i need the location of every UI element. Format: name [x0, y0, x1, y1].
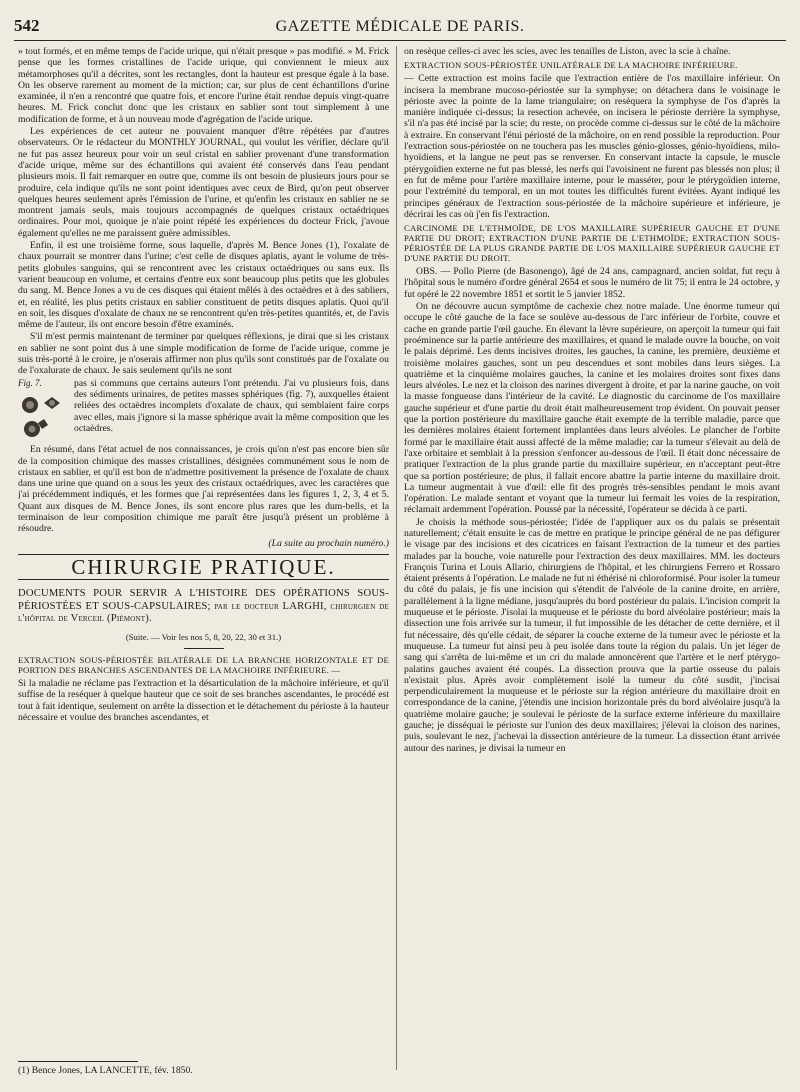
paragraph: » tout formés, et en même temps de l'acide urique, qui n'était presque » pas modifié. » M. Frick pense que les formes cristallines de l'acide urique, qui conviennent le mieux aux métamorphoses qu'il a décrites, sont les rectangles, dont la hauteur est presque égale à la base. On les observe rarement au moment de la miction; car, sur plus de cent échantillons d'urine examinée, il n'en a rencontré que quatre fois, et encore l'urine était rendue depuis vingt-quatre heures. M. Frick conclut donc que les cristaux en sablier sont tout simplement à une modification de forme, et à un nouveau mode d'agrégation de l'acide urique.	[18, 46, 389, 125]
column-divider	[396, 46, 397, 1070]
footnote-text: (1) Bence Jones, LA LANCETTE, fév. 1850.	[18, 1065, 193, 1076]
figure-7	[18, 378, 70, 445]
extraction-heading: EXTRACTION SOUS-PÉRIOSTÉE BILATÉRALE DE LA BRANCHE HORIZONTALE ET DE PORTION DES BRANCHES ASCENDANTES DE LA MACHOIRE INFÉRIEURE. —	[18, 654, 389, 675]
right-column	[404, 46, 780, 1070]
unilateral-heading: EXTRACTION SOUS-PÉRIOSTÉE UNILATÉRALE DE LA MACHOIRE INFÉRIEURE.	[404, 60, 738, 71]
paragraph: En résumé, dans l'état actuel de nos connaissances, je crois qu'on n'est pas encore bien sûr de la composition chimique des masses cristallines, désignées communément sous le nom de cristaux en sablier, et qu'il est bon de n'admettre positivement la présence de l'oxalate de chaux dans une urine que quand on a sous les yeux des cristaux octaédriques, avec les caractères que j'ai précédemment indiqués, et les formes que j'ai représentées dans les figures 1, 2, 3, 4 et 5. Quant aux disques de M. Bence Jones, ils sont encore plus rares que les dum-bells, et la terminaison de leur composition chimique me paraît être jusqu'à présent un problème à résoudre.	[18, 444, 389, 535]
paragraph: OBS. — Pollo Pierre (de Basonengo), âgé de 24 ans, campagnard, ancien soldat, fut reçu à l'hôpital sous le numéro d'ordre général 2654 et sous le numéro de lit 75; il entra le 24 octobre, y fut opéré le 22 novembre 1851 et sortit le 5 janvier 1852.	[404, 266, 780, 300]
section-title: CHIRURGIE PRATIQUE.	[18, 554, 389, 580]
page-number: 542	[14, 16, 40, 35]
case-heading: CARCINOME DE L'ETHMOÏDE, DE L'OS MAXILLAIRE SUPÉRIEUR GAUCHE ET D'UNE PARTIE DU DROIT; EXTRACTION D'UNE PARTIE DE L'ETHMOÏDE; EXTRACTION SOUS-PÉRIOSTÉE DE LA PLUS GRANDE PARTIE DE L'OS MAXILLAIRE SUPÉRIEUR GAUCHE ET D'UNE PARTIE DU DROIT.	[404, 223, 780, 264]
crystal-masses-figure	[18, 389, 66, 441]
continued-note: (La suite au prochain numéro.)	[268, 537, 389, 549]
figure-block	[18, 378, 389, 445]
paragraph: Enfin, il est une troisième forme, sous laquelle, d'après M. Bence Jones (1), l'oxalate de chaux pourrait se montrer dans l'urine; c'est celle de disques aplatis, ayant le volume de très-petits globules sanguins, qui se rencontrent avec les cristaux octaédriques ou sans eux. Ils varient beaucoup en volume, et certains d'entre eux sont beaucoup plus petits que les globules du sang. M. Bence Jones a vu de ces disques qui étaient mêlés à des octaèdres et à des sabliers, et, en réalité, les plus petits cristaux en sablier constituent de petits disques aplatis. Quoi qu'il en soit, les disques d'oxalate de chaux ne se rencontrent qu'en très-petites quantités, et, de l'avis même de l'auteur, ils ont encore besoin d'être examinés.	[18, 240, 389, 331]
paragraph: on resèque celles-ci avec les scies, avec les tenailles de Liston, avec la scie à chaîne.	[404, 46, 731, 57]
footnote	[18, 1061, 389, 1076]
suite-note: (Suite. — Voir les nos 5, 8, 20, 22, 30 et 31.)	[125, 631, 282, 642]
article-title: DOCUMENTS POUR SERVIR A L'HISTOIRE DES OPÉRATIONS SOUS-PÉRIOSTÉES ET SOUS-CAPSULAIRES; par le docteur LARGHI, chirurgien de l'hôpital de Verceil (Piémont).	[18, 588, 389, 625]
figure-label: Fig. 7.	[18, 377, 42, 388]
left-column	[18, 46, 389, 1070]
footnote-rule	[18, 1061, 138, 1062]
paragraph: S'il m'est permis maintenant de terminer par quelques réflexions, je dirai que si les cristaux en sablier ne sont point dus à une simple modification de forme de l'acide urique, comme je suis très-porté à le croire, je n'oserais affirmer non plus qu'ils sont constitués par de l'oxalate ou de l'oxalurate de chaux. Je sais seulement qu'ils ne sont	[18, 331, 389, 377]
paragraph: On ne découvre aucun symptôme de cachexie chez notre malade. Une énorme tumeur qui occupe le côté gauche de la face se soulève au-dessous de l'arc inférieur de l'orbite, couvre et cache en grande partie l'œil gauche. En élevant la lèvre supérieure, on aperçoit la tumeur qui fait proéminence sur la partie antérieure des maxillaires, et quand le malade ouvre la bouche, on voit le palais déprimé. Les dents incisives droites, les gauches, la canine, les première, deuxième et troisième molaires gauches, sont un peu descendues et sont mobiles dans leurs sièges. La quatrième et la cinquième molaires gauches, la canine et les molaires droites sont fixes dans leurs alvéoles. Le nez et la cloison des narines divergent à droite, et par la narine gauche, on voit la masse fongueuse dans l'intérieur de la cavité. Le diagnostic du carcinome de l'os maxillaire gauche supérieur et d'une partie du droit était malheureusement trop évident. On pouvait penser que la portion postérieure du maxillaire gauche était exempte de la terrible maladie, parce que les dernières molaires étaient fortement implantées dans leurs alvéoles. Le plancher de l'orbite formé par le maxillaire était aussi affecté de la même maladie; car la tumeur s'élevait au delà de l'axe orbitaire et semblait à la pression s'enfoncer au-dessous de l'œil. Il était donc nécessaire de pratiquer l'extraction de la plus grande partie du maxillaire supérieur, en n'acceptant peut-être que sa portion postérieure; de plus, il fallait encore abattre la partie interne du maxillaire droit. La tumeur augmentait à vue d'œil: elle fit des progrès très-sensibles pendant le mois avant l'opération. Le malade sentant et voyant que la tumeur lui fermait les voies de la respiration, réclamait ardemment l'opération. Poussé par la nécessité, l'opérateur se décida à ce parti.	[404, 301, 780, 516]
paragraph: Les expériences de cet auteur ne pouvaient manquer d'être répétées par d'autres observateurs. Or le rédacteur du MONTHLY JOURNAL, qui voulut les vérifier, déclare qu'il ne fut pas assez heureux pour voir un seul cristal en sablier provenant d'une transformation d'acide urique, même sur des échantillons qui avaient été conservés dans l'eau pendant plusieurs mois. Il fait remarquer en outre que, comme ils ont besoin de plusieurs jours pour se produire, cela indique qu'ils ne sont point identiques avec ceux de Bird, qu'on peut observer quelques heures seulement après l'émission de l'urine, et qu'enfin les cristaux en sablier ne se montrent jamais seuls, mais toujours accompagnés de quelques cristaux octaédriques ordinaires. Pour moi, quoique je n'aie point répété les expériences du docteur Frick, j'avoue également qu'elles ne me paraissent guère admissibles.	[18, 126, 389, 239]
short-rule	[184, 648, 224, 649]
paragraph: Si la maladie ne réclame pas l'extraction et la désarticulation de la mâchoire inférieure, et qu'il suffise de la reséquer à quelque hauteur que ce soit de ses branches ascendantes, le procédé est tout à fait identique, seulement on arrête la dissection et le détachement du périoste à la hauteur nécessaire et voulue des branches ascendantes, et	[18, 677, 389, 723]
paragraph: — Cette extraction est moins facile que l'extraction entière de l'os maxillaire inférieur. On incisera la membrane mucoso-périostée sur la symphyse; on détachera dans le voisinage le périoste avec la pointe de la lame triangulaire; on resèquera la symphyse de l'os d'après la manière indiquée ci-dessus; la resection achevée, on incisera le périoste derrière la symphyse, s'il n'a pas été incisé par la scie; du reste, on procède comme ci-dessus sur le côté de la mâchoire à extraire. En conservant l'étui périosté de la mâchoire, on en rend possible la reproduction. Pour l'extraction sous-périostée on ne touchera pas les muscles génio-glosses, génio-hyoïdiens, milo-hyoïdiens, et la langue ne peut pas se renverser. En conservant intacte la capsule, le muscle ptérygoïdien externe ne fut pas blessé, les nerfs qui l'avoisinent ne furent pas blessés non plus; il en fut de même pour l'artère maxillaire interne, pour le masséter, pour le ptérygoïdien interne, pour l'extrémité du temporal, en un mot toutes les difficultés furent évitées. Ayant indiqué les principes généraux de l'extraction sous-périostée de la mâchoire supérieure et inférieure, je décrirai les cas où j'en fis l'extraction.	[404, 73, 780, 220]
page-header	[14, 14, 786, 41]
figure-paragraph: pas si communs que certains auteurs l'ont prétendu. J'ai vu plusieurs fois, dans des sédiments urinaires, de petites masses sphériques (fig. 7), auxquelles étaient reliées des octaèdres incomplets d'oxalate de chaux, qui semblaient faire corps avec elles, mais j'ignore si la masse sphérique avait la même composition que les octaèdres.	[74, 377, 389, 434]
journal-title: GAZETTE MÉDICALE DE PARIS.	[275, 18, 525, 35]
paragraph: Je choisis la méthode sous-périostée; l'idée de l'appliquer aux os du palais se présentait naturellement; c'était ensuite le cas de mettre en pratique le principe général de ne pas défigurer le visage par des incisions et des cicatrices en faisant l'extraction de la tumeur et des parties malades par la bouche, voie naturelle pour l'extraction des deux maxillaires. MM. les docteurs François Turina et Louis Allario, chirurgiens de l'hôpital, et les chirurgiens Ferrero et Rossaro étaient présents à l'opération. Le malade ne fut ni éthérisé ni chloroformisé. Pour isoler la tumeur du côté du palais, je fis une incision qui s'étendit de l'alvéole de la canine droite, en arrière, parallèlement à la ligne médiane, jusqu'auprès du bord postérieur du palais. L'incision comprit la muqueuse et le périoste. J'isolai la muqueuse et le périoste du bord alvéolaire postérieur; mais la dissection une fois arrivée sur la tumeur, il fut impossible de les détacher de cette dernière, et il fut nécessaire, dès qu'elle cédait, de séparer la couche externe de la tumeur avec le périoste et la muqueuse. La tumeur fut ainsi peu à peu isolée dans toute la région du palais. Un jet léger de sang qui s'arrêta de lui-même et un cri du malade annoncèrent que l'artère et le nerf ptérygo-palatins gauches avaient été coupés. La dissection prouva que la partie osseuse du palais n'existait plus. Après avoir complètement isolé la tumeur du côté susdit, j'incisai perpendiculairement la muqueuse et le périoste sur la région antérieure du maxillaire droit en correspondance de la canine, j'étendis une incision horizontale près du bord alvéolaire jusqu'à la quatrième molaire gauche; je soulevai le périoste de la surface externe inférieure du maxillaire gauche; je disséquai le périoste sur l'union des deux maxillaires; j'élevai la cloison des narines, puis, soulevant le nez, j'achevai la dissection antérieure de la tumeur. La dissection étant arrivée autour des narines, je divisai la tumeur en	[404, 516, 780, 754]
